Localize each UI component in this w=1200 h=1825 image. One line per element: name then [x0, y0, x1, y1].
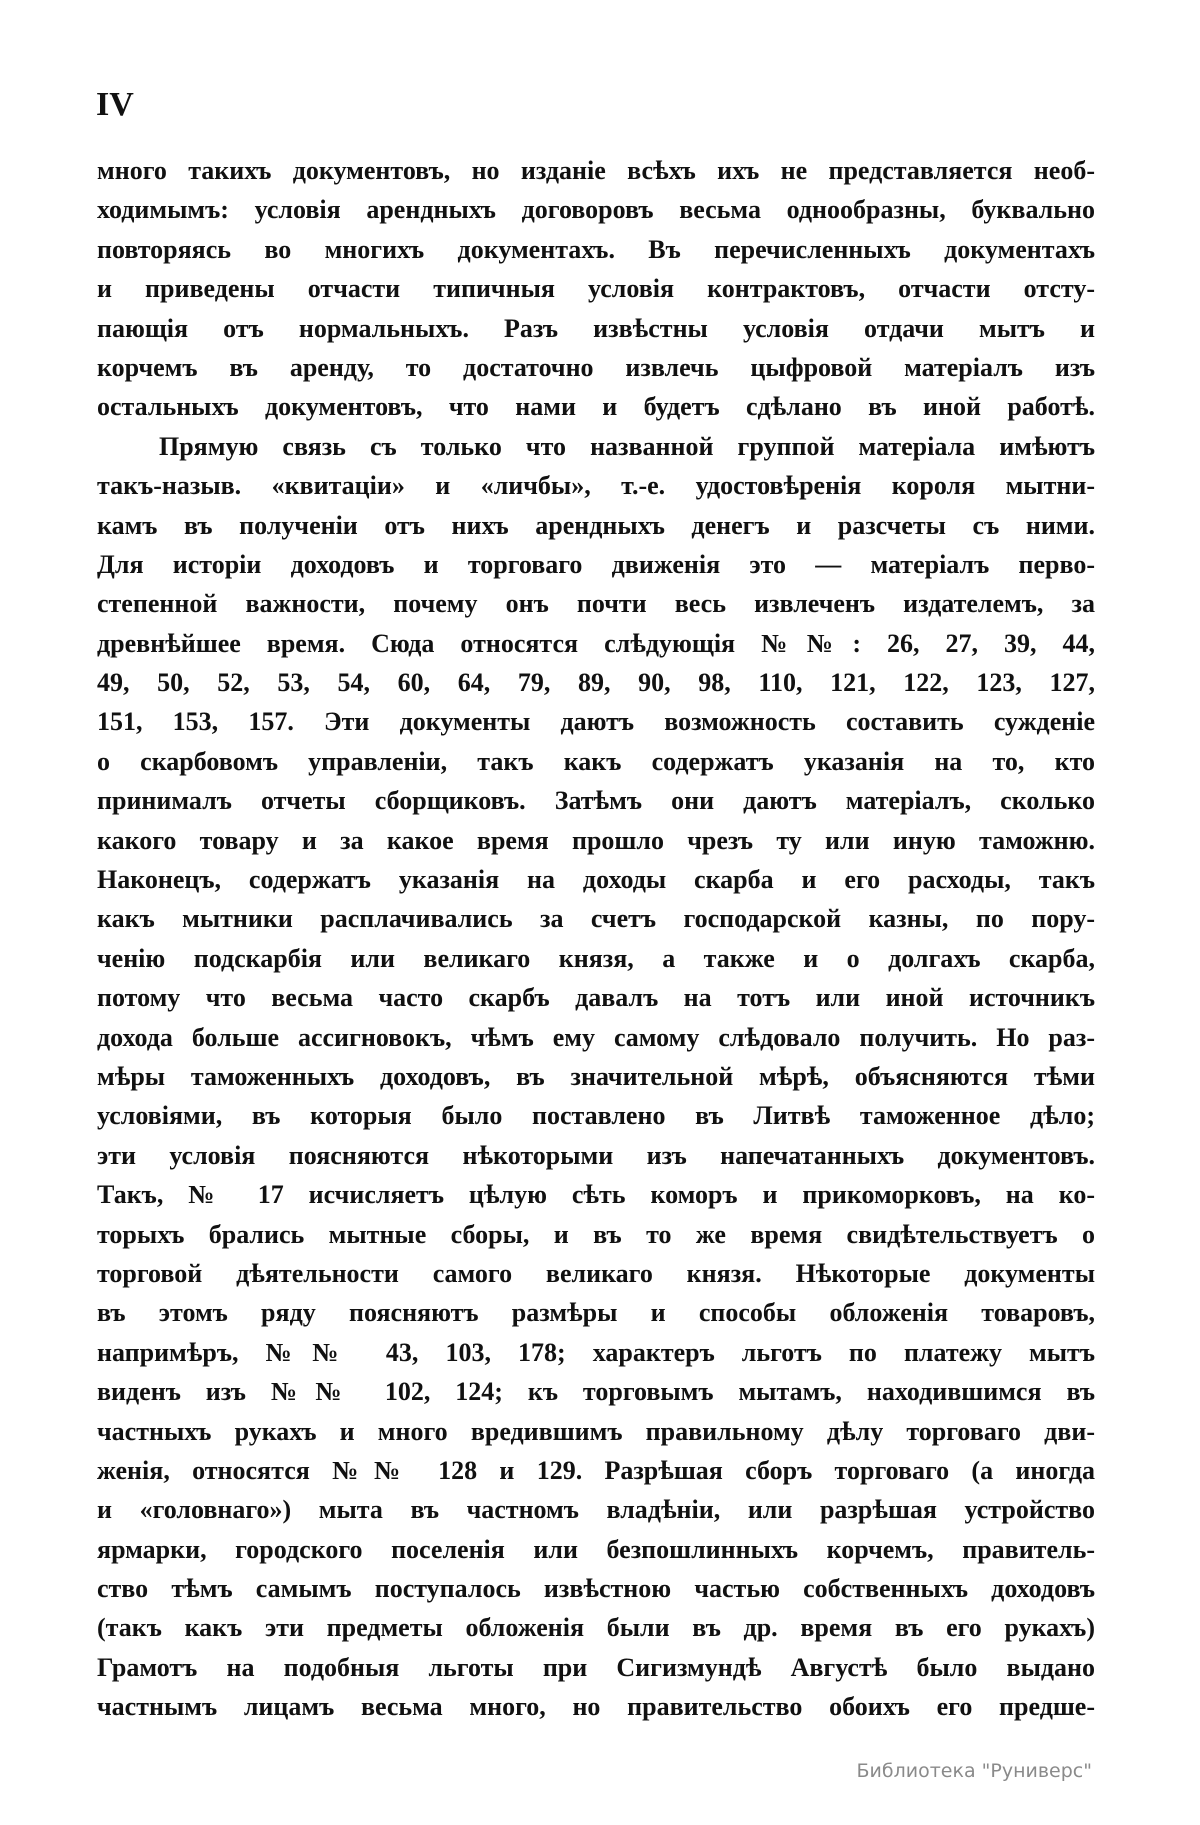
- text-line: дохода больше ассигновокъ, чѣмъ ему самому слѣдовало получить. Но раз-: [97, 1022, 1095, 1052]
- text-line: напримѣръ, №№ 43, 103, 178; характеръ льготъ по платежу мытъ: [97, 1337, 1095, 1367]
- text-line: Наконецъ, содержатъ указанія на доходы скарба и его расходы, такъ: [97, 865, 1095, 895]
- text-line: виденъ изъ №№ 102, 124; къ торговымъ мытамъ, находившимся въ: [97, 1377, 1095, 1407]
- text-line: 49, 50, 52, 53, 54, 60, 64, 79, 89, 90, 98, 110, 121, 122, 123, 127,: [97, 668, 1095, 698]
- text-line: и приведены отчасти типичныя условія контрактовъ, отчасти отсту-: [97, 274, 1095, 304]
- text-line: ярмарки, городского поселенія или безпошлинныхъ корчемъ, правитель-: [97, 1534, 1095, 1564]
- text-line: женія, относятся №№ 128 и 129. Разрѣшая сборъ торговаго (а иногда: [97, 1455, 1095, 1485]
- text-line: Грамотъ на подобныя льготы при Сигизмундѣ Августѣ было выдано: [97, 1652, 1095, 1682]
- text-line: Для исторіи доходовъ и торговаго движенія это — матеріалъ перво-: [97, 549, 1095, 579]
- text-line: принималъ отчеты сборщиковъ. Затѣмъ они даютъ матеріалъ, сколько: [97, 786, 1095, 816]
- text-line: такъ-назыв. «квитаціи» и «личбы», т.-е. удостовѣренія короля мытни-: [97, 471, 1095, 501]
- text-line: много такихъ документовъ, но изданіе всѣхъ ихъ не представляется необ-: [97, 156, 1095, 185]
- text-line: повторяясь во многихъ документахъ. Въ перечисленныхъ документахъ: [97, 234, 1095, 264]
- text-line: эти условія поясняются нѣкоторыми изъ напечатанныхъ документовъ.: [97, 1140, 1095, 1170]
- text-line: (такъ какъ эти предметы обложенія были въ др. время въ его рукахъ): [97, 1613, 1095, 1643]
- text-line: Прямую связь съ только что названной группой матеріала имѣютъ: [159, 431, 1095, 461]
- text-line: условіями, въ которыя было поставлено въ Литвѣ таможенное дѣло;: [97, 1101, 1095, 1131]
- text-line: корчемъ въ аренду, то достаточно извлечь цыфровой матеріалъ изъ: [97, 352, 1095, 382]
- text-line: степенной важности, почему онъ почти весь извлеченъ издателемъ, за: [97, 589, 1095, 619]
- page-number: IV: [96, 86, 134, 123]
- text-line: ченію подскарбія или великаго князя, а также и о долгахъ скарба,: [97, 943, 1095, 973]
- text-line: въ этомъ ряду поясняютъ размѣры и способы обложенія товаровъ,: [97, 1298, 1095, 1328]
- text-line: какъ мытники расплачивались за счетъ господарской казны, по пору-: [97, 904, 1095, 934]
- text-line: мѣры таможенныхъ доходовъ, въ значительной мѣрѣ, объясняются тѣми: [97, 1061, 1095, 1091]
- text-line: о скарбовомъ управленіи, такъ какъ содержатъ указанія на то, кто: [97, 746, 1095, 776]
- text-line: 151, 153, 157. Эти документы даютъ возможность составить сужденіе: [97, 707, 1095, 737]
- text-line: пающія отъ нормальныхъ. Разъ извѣстны условія отдачи мытъ и: [97, 313, 1095, 343]
- body-text: [97, 151, 1095, 1727]
- text-line: Такъ, № 17 исчисляетъ цѣлую сѣть коморъ и прикоморковъ, на ко-: [97, 1180, 1095, 1210]
- text-line: камъ въ полученіи отъ нихъ арендныхъ денегъ и разсчеты съ ними.: [97, 510, 1095, 540]
- text-line: остальныхъ документовъ, что нами и будетъ сдѣлано въ иной работѣ.: [97, 392, 1095, 422]
- text-line: частнымъ лицамъ весьма много, но правительство обоихъ его предше-: [97, 1692, 1095, 1722]
- text-line: потому что весьма часто скарбъ давалъ на тотъ или иной источникъ: [97, 983, 1095, 1013]
- text-line: древнѣйшее время. Сюда относятся слѣдующія №№: 26, 27, 39, 44,: [97, 628, 1095, 658]
- text-line: ходимымъ: условія арендныхъ договоровъ весьма однообразны, буквально: [97, 195, 1095, 225]
- library-watermark: Библиотека "Руниверс": [856, 1760, 1092, 1782]
- text-line: какого товару и за какое время прошло чрезъ ту или иную таможню.: [97, 825, 1095, 855]
- text-line: торговой дѣятельности самого великаго князя. Нѣкоторые документы: [97, 1258, 1095, 1288]
- text-line: и «головнаго») мыта въ частномъ владѣніи, или разрѣшая устройство: [97, 1495, 1095, 1525]
- text-line: торыхъ брались мытные сборы, и въ то же время свидѣтельствуетъ о: [97, 1219, 1095, 1249]
- text-line: ство тѣмъ самымъ поступалось извѣстною частью собственныхъ доходовъ: [97, 1574, 1095, 1604]
- text-line: частныхъ рукахъ и много вредившимъ правильному дѣлу торговаго дви-: [97, 1416, 1095, 1446]
